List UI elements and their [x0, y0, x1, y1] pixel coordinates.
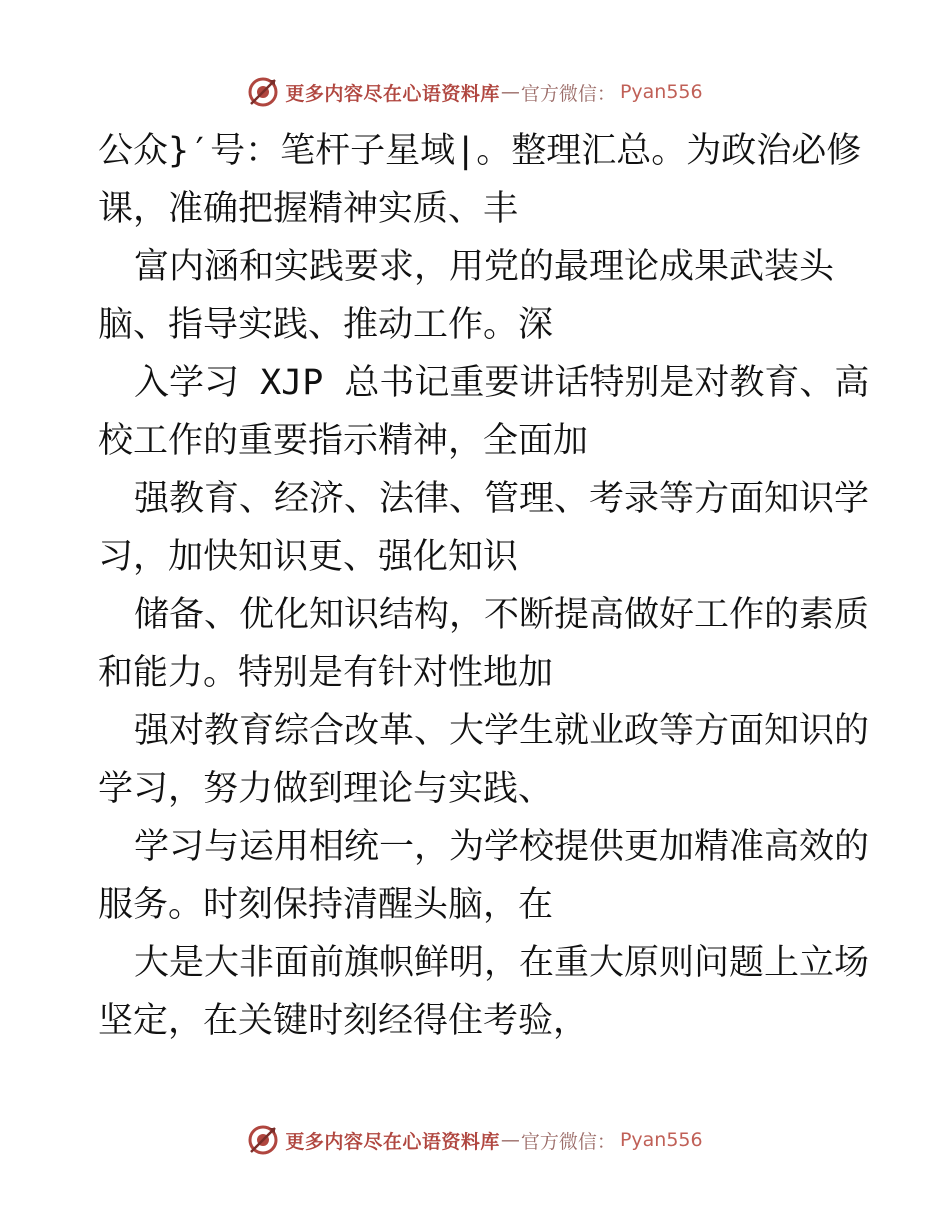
- document-body: [98, 122, 870, 1050]
- text-line: 富内涵和实践要求，用党的最理论成果武装头: [134, 247, 835, 287]
- footer-wechat-label: 官方微信：: [520, 1130, 616, 1153]
- text-line: 大是大非面前旗帜鲜明，在重大原则问题上立场: [134, 943, 870, 983]
- text-line: 储备、优化知识结构，不断提高做好工作的素质: [134, 595, 870, 635]
- text-line: 坚定，在关键时刻经得住考验，: [98, 1001, 589, 1041]
- header-wechat-label: 官方微信：: [520, 82, 616, 105]
- header-banner: [0, 72, 950, 112]
- text-line: 学习，努力做到理论与实践、: [98, 769, 554, 809]
- text-line: 入学习 XJP 总书记重要讲话特别是对教育、高: [134, 363, 870, 403]
- text-line: 强教育、经济、法律、管理、考录等方面知识学: [134, 479, 870, 519]
- text-line: 习，加快知识更、强化知识: [98, 537, 519, 577]
- footer-brand-text: 更多内容尽在心语资料库: [285, 1130, 500, 1153]
- footer-dash: —: [500, 1129, 520, 1151]
- text-line: 强对教育综合改革、大学生就业政等方面知识的: [134, 711, 870, 751]
- quill-logo-icon: [247, 76, 279, 108]
- text-line: 服务。时刻保持清醒头脑，在: [98, 885, 554, 925]
- header-brand-text: 更多内容尽在心语资料库: [285, 82, 500, 105]
- quill-logo-icon: [247, 1124, 279, 1156]
- text-line: 和能力。特别是有针对性地加: [98, 653, 554, 693]
- text-line: 脑、指导实践、推动工作。深: [98, 305, 554, 345]
- text-line: 校工作的重要指示精神，全面加: [98, 421, 589, 461]
- footer-banner: [0, 1120, 950, 1160]
- footer-wechat-id: Pyan556: [619, 1129, 703, 1151]
- text-line: 学习与运用相统一，为学校提供更加精准高效的: [134, 827, 870, 867]
- header-dash: —: [500, 81, 520, 103]
- text-line: 公众}′号：笔杆子星域|。整理汇总。为政治必修: [98, 131, 862, 171]
- header-wechat-id: Pyan556: [619, 81, 703, 103]
- text-line: 课，准确把握精神实质、丰: [98, 189, 519, 229]
